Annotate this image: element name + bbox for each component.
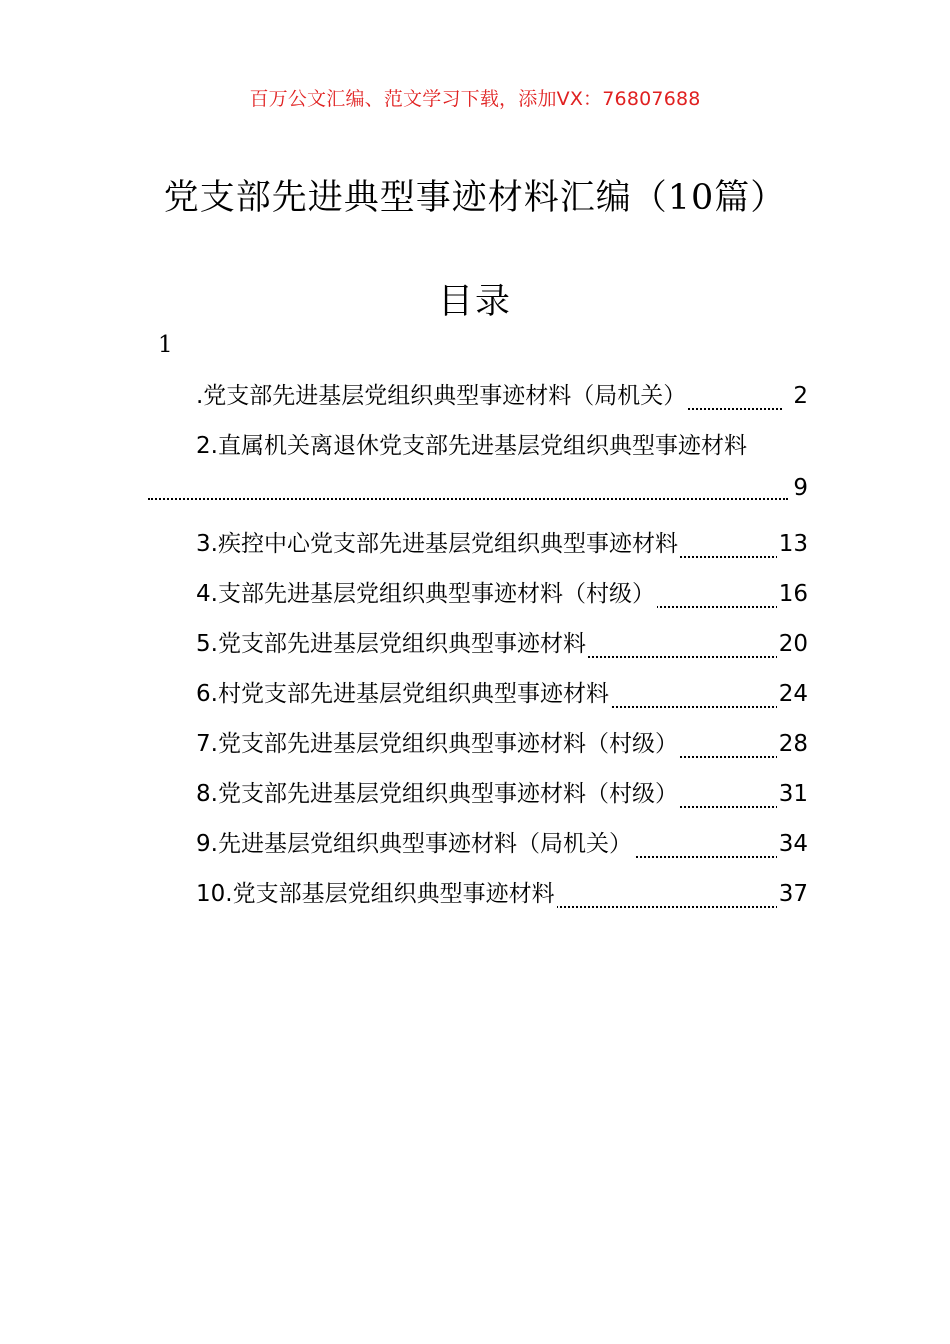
toc-entry-page: 13 [777,522,808,566]
toc-entry-page: 24 [777,672,808,716]
header-notice: 百万公文汇编、范文学习下载，添加VX：76807688 [249,88,701,110]
stray-number: 1 [158,332,173,358]
toc-entry-3[interactable] [148,522,808,572]
toc-entry-page: 9 [791,466,808,510]
toc-entry-page: 2 [791,374,808,418]
toc-entry-label: 8.党支部先进基层党组织典型事迹材料（村级） [196,772,680,816]
toc-entry-5[interactable] [148,622,808,672]
toc-entry-page: 34 [777,822,808,866]
toc-entry-label: 6.村党支部先进基层党组织典型事迹材料 [196,672,611,716]
document-title: 党支部先进典型事迹材料汇编（10篇） [163,178,787,218]
toc-entry-label: .党支部先进基层党组织典型事迹材料（局机关） [196,374,688,418]
toc-entry-4[interactable] [148,572,808,622]
toc-entry-7[interactable] [148,722,808,772]
toc-entry-2-continued[interactable] [148,466,808,522]
toc-entry-8[interactable] [148,772,808,822]
toc-entry-page: 16 [777,572,808,616]
toc-entry-1[interactable] [148,374,808,424]
toc-entry-label: 5.党支部先进基层党组织典型事迹材料 [196,622,588,666]
toc-entry-label: 3.疾控中心党支部先进基层党组织典型事迹材料 [196,522,680,566]
toc-leader [148,498,788,500]
table-of-contents [148,374,808,922]
toc-entry-label: 2.直属机关离退休党支部先进基层党组织典型事迹材料 [196,424,749,468]
toc-entry-label: 9.先进基层党组织典型事迹材料（局机关） [196,822,634,866]
toc-entry-page: 28 [777,722,808,766]
toc-entry-label: 4.支部先进基层党组织典型事迹材料（村级） [196,572,657,616]
toc-entry-page: 31 [777,772,808,816]
toc-entry-2[interactable] [148,424,808,466]
toc-entry-page: 20 [777,622,808,666]
toc-entry-label: 10.党支部基层党组织典型事迹材料 [196,872,557,916]
toc-entry-page: 37 [777,872,808,916]
toc-entry-6[interactable] [148,672,808,722]
toc-heading: 目录 [437,282,512,322]
toc-entry-label: 7.党支部先进基层党组织典型事迹材料（村级） [196,722,680,766]
toc-entry-9[interactable] [148,822,808,872]
toc-entry-10[interactable] [148,872,808,922]
